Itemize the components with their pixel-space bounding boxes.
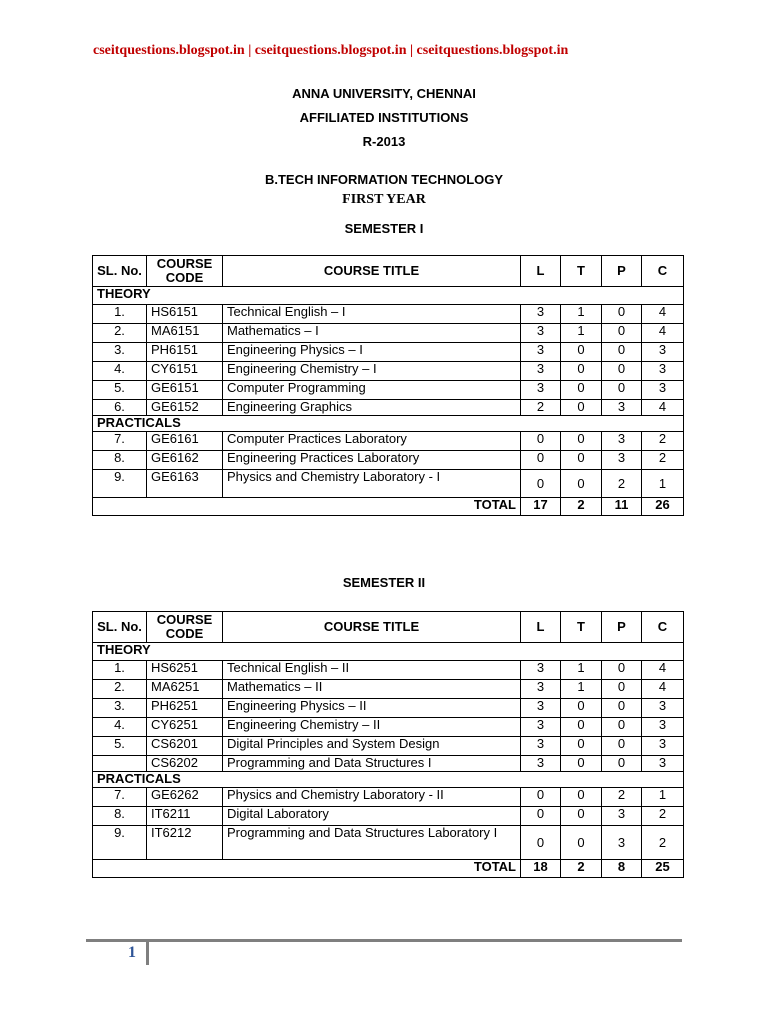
total-l-cell: 17 bbox=[521, 498, 561, 516]
c-cell: 4 bbox=[642, 400, 684, 416]
c-cell: 3 bbox=[642, 756, 684, 772]
header-link-line[interactable]: cseitquestions.blogspot.in | cseitquestions.blogspot.in | cseitquestions.blogspot.in bbox=[93, 43, 569, 58]
table-row bbox=[93, 381, 684, 400]
table-row bbox=[93, 680, 684, 699]
c-cell: 1 bbox=[642, 788, 684, 807]
year-title: FIRST YEAR bbox=[342, 192, 426, 207]
sl-cell: 1. bbox=[93, 305, 147, 324]
col-sl-header: SL. No. bbox=[93, 256, 147, 287]
table-row bbox=[93, 756, 684, 772]
title-cell: Engineering Physics – I bbox=[223, 343, 521, 362]
l-cell: 0 bbox=[521, 470, 561, 498]
code-cell: GE6161 bbox=[147, 432, 223, 451]
title-cell: Programming and Data Structures I bbox=[223, 756, 521, 772]
title-cell: Programming and Data Structures Laboratory I bbox=[223, 826, 521, 860]
col-title-header: COURSE TITLE bbox=[223, 256, 521, 287]
p-cell: 0 bbox=[602, 661, 642, 680]
code-cell: GE6152 bbox=[147, 400, 223, 416]
table-row bbox=[93, 788, 684, 807]
total-l-cell: 18 bbox=[521, 860, 561, 878]
l-cell: 3 bbox=[521, 381, 561, 400]
p-cell: 0 bbox=[602, 737, 642, 756]
p-cell: 0 bbox=[602, 680, 642, 699]
program-title: B.TECH INFORMATION TECHNOLOGY bbox=[264, 172, 504, 187]
t-cell: 0 bbox=[561, 737, 602, 756]
total-t-cell: 2 bbox=[561, 860, 602, 878]
theory-group-row bbox=[93, 287, 684, 305]
practicals-group-row bbox=[93, 416, 684, 432]
c-cell: 2 bbox=[642, 807, 684, 826]
theory-group-row bbox=[93, 643, 684, 661]
t-cell: 0 bbox=[561, 788, 602, 807]
t-cell: 0 bbox=[561, 718, 602, 737]
sl-cell: 7. bbox=[93, 432, 147, 451]
sl-cell: 4. bbox=[93, 718, 147, 737]
table-row bbox=[93, 324, 684, 343]
c-cell: 3 bbox=[642, 381, 684, 400]
l-cell: 3 bbox=[521, 305, 561, 324]
l-cell: 3 bbox=[521, 661, 561, 680]
code-cell: HS6151 bbox=[147, 305, 223, 324]
code-cell: MA6251 bbox=[147, 680, 223, 699]
sl-cell: 8. bbox=[93, 807, 147, 826]
sl-cell: 2. bbox=[93, 324, 147, 343]
c-cell: 2 bbox=[642, 451, 684, 470]
total-row bbox=[93, 498, 684, 516]
title-cell: Physics and Chemistry Laboratory - II bbox=[223, 788, 521, 807]
table-header-row bbox=[93, 256, 684, 287]
l-cell: 3 bbox=[521, 718, 561, 737]
semester-1-heading: SEMESTER I bbox=[344, 221, 424, 236]
code-cell: CY6251 bbox=[147, 718, 223, 737]
sl-cell: 5. bbox=[93, 737, 147, 756]
regulation-title: R-2013 bbox=[362, 134, 406, 149]
t-cell: 0 bbox=[561, 807, 602, 826]
title-cell: Engineering Practices Laboratory bbox=[223, 451, 521, 470]
l-cell: 0 bbox=[521, 432, 561, 451]
col-sl-header: SL. No. bbox=[93, 612, 147, 643]
t-cell: 0 bbox=[561, 362, 602, 381]
sl-cell: 2. bbox=[93, 680, 147, 699]
code-cell: GE6162 bbox=[147, 451, 223, 470]
code-cell: PH6151 bbox=[147, 343, 223, 362]
p-cell: 3 bbox=[602, 451, 642, 470]
p-cell: 2 bbox=[602, 788, 642, 807]
title-cell: Computer Practices Laboratory bbox=[223, 432, 521, 451]
l-cell: 3 bbox=[521, 362, 561, 381]
total-row bbox=[93, 860, 684, 878]
p-cell: 3 bbox=[602, 400, 642, 416]
footer-rule bbox=[86, 939, 682, 942]
l-cell: 3 bbox=[521, 680, 561, 699]
t-cell: 0 bbox=[561, 699, 602, 718]
t-cell: 0 bbox=[561, 343, 602, 362]
sl-cell: 8. bbox=[93, 451, 147, 470]
p-cell: 0 bbox=[602, 324, 642, 343]
col-p-header: P bbox=[602, 256, 642, 287]
p-cell: 2 bbox=[602, 470, 642, 498]
l-cell: 3 bbox=[521, 756, 561, 772]
theory-label: THEORY bbox=[93, 643, 684, 661]
title-cell: Digital Laboratory bbox=[223, 807, 521, 826]
col-t-header: T bbox=[561, 256, 602, 287]
practicals-label: PRACTICALS bbox=[93, 416, 684, 432]
t-cell: 1 bbox=[561, 661, 602, 680]
semester-1-table bbox=[92, 255, 684, 516]
p-cell: 0 bbox=[602, 699, 642, 718]
c-cell: 1 bbox=[642, 470, 684, 498]
col-code-header: COURSE CODE bbox=[147, 256, 223, 287]
c-cell: 4 bbox=[642, 661, 684, 680]
sl-cell: 6. bbox=[93, 400, 147, 416]
code-cell: CY6151 bbox=[147, 362, 223, 381]
code-cell: IT6212 bbox=[147, 826, 223, 860]
total-p-cell: 8 bbox=[602, 860, 642, 878]
c-cell: 3 bbox=[642, 362, 684, 381]
title-cell: Computer Programming bbox=[223, 381, 521, 400]
title-cell: Mathematics – II bbox=[223, 680, 521, 699]
p-cell: 0 bbox=[602, 343, 642, 362]
title-cell: Engineering Chemistry – I bbox=[223, 362, 521, 381]
c-cell: 2 bbox=[642, 826, 684, 860]
t-cell: 0 bbox=[561, 381, 602, 400]
sl-cell: 3. bbox=[93, 343, 147, 362]
sl-cell: 4. bbox=[93, 362, 147, 381]
code-cell: GE6163 bbox=[147, 470, 223, 498]
code-cell: CS6202 bbox=[147, 756, 223, 772]
t-cell: 0 bbox=[561, 470, 602, 498]
title-cell: Engineering Physics – II bbox=[223, 699, 521, 718]
code-cell: IT6211 bbox=[147, 807, 223, 826]
title-cell: Technical English – II bbox=[223, 661, 521, 680]
title-cell: Engineering Chemistry – II bbox=[223, 718, 521, 737]
university-title: ANNA UNIVERSITY, CHENNAI bbox=[292, 86, 476, 101]
col-code-header: COURSE CODE bbox=[147, 612, 223, 643]
sl-cell bbox=[93, 756, 147, 772]
p-cell: 0 bbox=[602, 756, 642, 772]
l-cell: 0 bbox=[521, 807, 561, 826]
table-row bbox=[93, 432, 684, 451]
l-cell: 2 bbox=[521, 400, 561, 416]
t-cell: 1 bbox=[561, 324, 602, 343]
t-cell: 1 bbox=[561, 680, 602, 699]
sl-cell: 3. bbox=[93, 699, 147, 718]
p-cell: 3 bbox=[602, 826, 642, 860]
footer-separator bbox=[146, 941, 149, 965]
title-cell: Digital Principles and System Design bbox=[223, 737, 521, 756]
table-row bbox=[93, 737, 684, 756]
table-row bbox=[93, 362, 684, 381]
t-cell: 0 bbox=[561, 826, 602, 860]
c-cell: 2 bbox=[642, 432, 684, 451]
table-row bbox=[93, 807, 684, 826]
col-title-header: COURSE TITLE bbox=[223, 612, 521, 643]
col-c-header: C bbox=[642, 256, 684, 287]
l-cell: 0 bbox=[521, 788, 561, 807]
table-row bbox=[93, 661, 684, 680]
t-cell: 1 bbox=[561, 305, 602, 324]
p-cell: 3 bbox=[602, 432, 642, 451]
total-label: TOTAL bbox=[93, 860, 521, 878]
title-cell: Engineering Graphics bbox=[223, 400, 521, 416]
page-number: 1 bbox=[128, 944, 136, 961]
total-c-cell: 25 bbox=[642, 860, 684, 878]
table-row bbox=[93, 343, 684, 362]
table-row bbox=[93, 400, 684, 416]
p-cell: 0 bbox=[602, 305, 642, 324]
c-cell: 4 bbox=[642, 324, 684, 343]
l-cell: 3 bbox=[521, 324, 561, 343]
c-cell: 3 bbox=[642, 737, 684, 756]
col-l-header: L bbox=[521, 256, 561, 287]
code-cell: HS6251 bbox=[147, 661, 223, 680]
sl-cell: 9. bbox=[93, 470, 147, 498]
t-cell: 0 bbox=[561, 432, 602, 451]
col-t-header: T bbox=[561, 612, 602, 643]
table-row bbox=[93, 305, 684, 324]
l-cell: 0 bbox=[521, 826, 561, 860]
sl-cell: 5. bbox=[93, 381, 147, 400]
sl-cell: 9. bbox=[93, 826, 147, 860]
c-cell: 3 bbox=[642, 699, 684, 718]
table-row bbox=[93, 470, 684, 498]
code-cell: PH6251 bbox=[147, 699, 223, 718]
col-l-header: L bbox=[521, 612, 561, 643]
code-cell: CS6201 bbox=[147, 737, 223, 756]
c-cell: 4 bbox=[642, 305, 684, 324]
sl-cell: 7. bbox=[93, 788, 147, 807]
l-cell: 3 bbox=[521, 699, 561, 718]
table-row bbox=[93, 718, 684, 737]
affiliation-title: AFFILIATED INSTITUTIONS bbox=[299, 110, 469, 125]
semester-2-table bbox=[92, 611, 684, 878]
title-cell: Mathematics – I bbox=[223, 324, 521, 343]
t-cell: 0 bbox=[561, 451, 602, 470]
col-c-header: C bbox=[642, 612, 684, 643]
l-cell: 0 bbox=[521, 451, 561, 470]
p-cell: 0 bbox=[602, 718, 642, 737]
p-cell: 0 bbox=[602, 381, 642, 400]
total-p-cell: 11 bbox=[602, 498, 642, 516]
c-cell: 3 bbox=[642, 718, 684, 737]
total-label: TOTAL bbox=[93, 498, 521, 516]
c-cell: 3 bbox=[642, 343, 684, 362]
l-cell: 3 bbox=[521, 737, 561, 756]
table-row bbox=[93, 826, 684, 860]
code-cell: MA6151 bbox=[147, 324, 223, 343]
code-cell: GE6151 bbox=[147, 381, 223, 400]
code-cell: GE6262 bbox=[147, 788, 223, 807]
p-cell: 3 bbox=[602, 807, 642, 826]
theory-label: THEORY bbox=[93, 287, 684, 305]
practicals-group-row bbox=[93, 772, 684, 788]
title-cell: Physics and Chemistry Laboratory - I bbox=[223, 470, 521, 498]
total-t-cell: 2 bbox=[561, 498, 602, 516]
sl-cell: 1. bbox=[93, 661, 147, 680]
semester-2-heading: SEMESTER II bbox=[342, 575, 426, 590]
p-cell: 0 bbox=[602, 362, 642, 381]
t-cell: 0 bbox=[561, 400, 602, 416]
practicals-label: PRACTICALS bbox=[93, 772, 684, 788]
table-row bbox=[93, 699, 684, 718]
total-c-cell: 26 bbox=[642, 498, 684, 516]
c-cell: 4 bbox=[642, 680, 684, 699]
table-header-row bbox=[93, 612, 684, 643]
col-p-header: P bbox=[602, 612, 642, 643]
t-cell: 0 bbox=[561, 756, 602, 772]
title-cell: Technical English – I bbox=[223, 305, 521, 324]
l-cell: 3 bbox=[521, 343, 561, 362]
table-row bbox=[93, 451, 684, 470]
